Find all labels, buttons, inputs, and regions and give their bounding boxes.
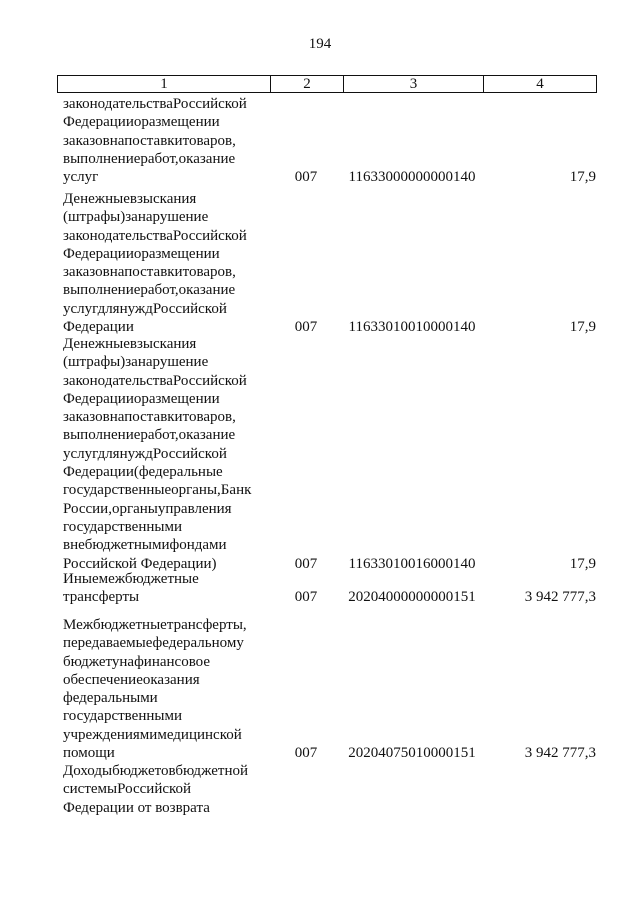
row-admin-code: 007	[294, 169, 318, 186]
description-line: законодательстваРоссийской	[63, 227, 247, 244]
row-description	[63, 335, 263, 573]
row-description	[63, 95, 263, 186]
table-row	[0, 95, 640, 187]
header-col-2: 2	[303, 76, 311, 92]
description-line: услугдлянуждРоссийской	[63, 300, 227, 317]
row-admin-code: 007	[294, 319, 318, 336]
header-col-3: 3	[409, 76, 418, 92]
description-line: обеспечениеоказания	[63, 671, 200, 688]
description-line: Межбюджетныетрансферты,	[63, 617, 247, 633]
description-line: Российской Федерации)	[63, 555, 217, 572]
row-description	[63, 570, 263, 607]
description-line: (штрафы)занарушение	[63, 354, 209, 371]
row-amount: 17,9	[569, 555, 596, 572]
description-line: Денежныевзыскания	[63, 336, 197, 352]
description-line: помощи	[63, 745, 115, 762]
table-row	[0, 616, 640, 762]
description-line: выполнениеработ,оказание	[63, 150, 236, 167]
description-line: законодательстваРоссийской	[63, 96, 247, 112]
description-line: выполнениеработ,оказание	[63, 427, 236, 444]
header-col-1: 1	[160, 76, 168, 92]
row-admin-code: 007	[294, 555, 318, 572]
description-line: федеральными	[63, 690, 158, 707]
description-line: государственными	[63, 708, 182, 725]
description-line: услуг	[63, 169, 99, 186]
row-admin-code: 007	[294, 589, 318, 606]
row-description	[63, 190, 263, 336]
table-row	[0, 335, 640, 573]
description-line: бюджетунафинансовое	[63, 653, 211, 670]
description-line: Федерации(федеральные	[63, 464, 223, 481]
row-budget-code: 20204075010000151	[348, 745, 476, 762]
table-row	[0, 570, 640, 607]
description-line: трансферты	[63, 589, 140, 606]
table-row	[0, 762, 640, 817]
description-line: государственныеорганы,Банк	[63, 482, 252, 499]
row-budget-code: 11633010010000140	[348, 319, 476, 336]
description-line: учреждениямимедицинской	[63, 726, 242, 743]
row-budget-code: 11633010016000140	[348, 555, 476, 572]
row-amount: 3 942 777,3	[524, 745, 596, 762]
description-line: внебюджетнымифондами	[63, 537, 227, 554]
row-budget-code: 20204000000000151	[348, 589, 476, 606]
row-description	[63, 616, 263, 762]
description-line: Денежныевзыскания	[63, 191, 197, 207]
description-line: государственными	[63, 518, 182, 535]
description-line: Доходыбюджетовбюджетной	[63, 763, 249, 779]
page-number: 194	[308, 36, 332, 52]
row-amount: 17,9	[569, 319, 596, 336]
description-line: Федерации	[63, 319, 134, 336]
description-line: услугдлянуждРоссийской	[63, 445, 227, 462]
description-line: Федерацииоразмещении	[63, 390, 220, 407]
header-col-4: 4	[536, 76, 544, 92]
description-line: России,органыуправления	[63, 500, 232, 517]
description-line: Федерации от возврата	[63, 799, 210, 816]
description-line: (штрафы)занарушение	[63, 209, 209, 226]
table-row	[0, 190, 640, 336]
description-line: законодательстваРоссийской	[63, 372, 247, 389]
description-line: заказовнапоставкитоваров,	[63, 132, 236, 149]
table-header	[57, 75, 597, 93]
description-line: Иныемежбюджетные	[63, 571, 199, 587]
row-admin-code: 007	[294, 745, 318, 762]
row-amount: 3 942 777,3	[524, 589, 596, 606]
description-line: Федерацииоразмещении	[63, 245, 220, 262]
description-line: заказовнапоставкитоваров,	[63, 409, 236, 426]
row-budget-code: 11633000000000140	[348, 169, 476, 186]
description-line: выполнениеработ,оказание	[63, 282, 236, 299]
row-description	[63, 762, 263, 817]
description-line: системыРоссийской	[63, 781, 192, 798]
row-amount: 17,9	[569, 169, 596, 186]
description-line: заказовнапоставкитоваров,	[63, 264, 236, 281]
description-line: Федерацииоразмещении	[63, 114, 220, 131]
description-line: передаваемыефедеральному	[63, 635, 244, 652]
